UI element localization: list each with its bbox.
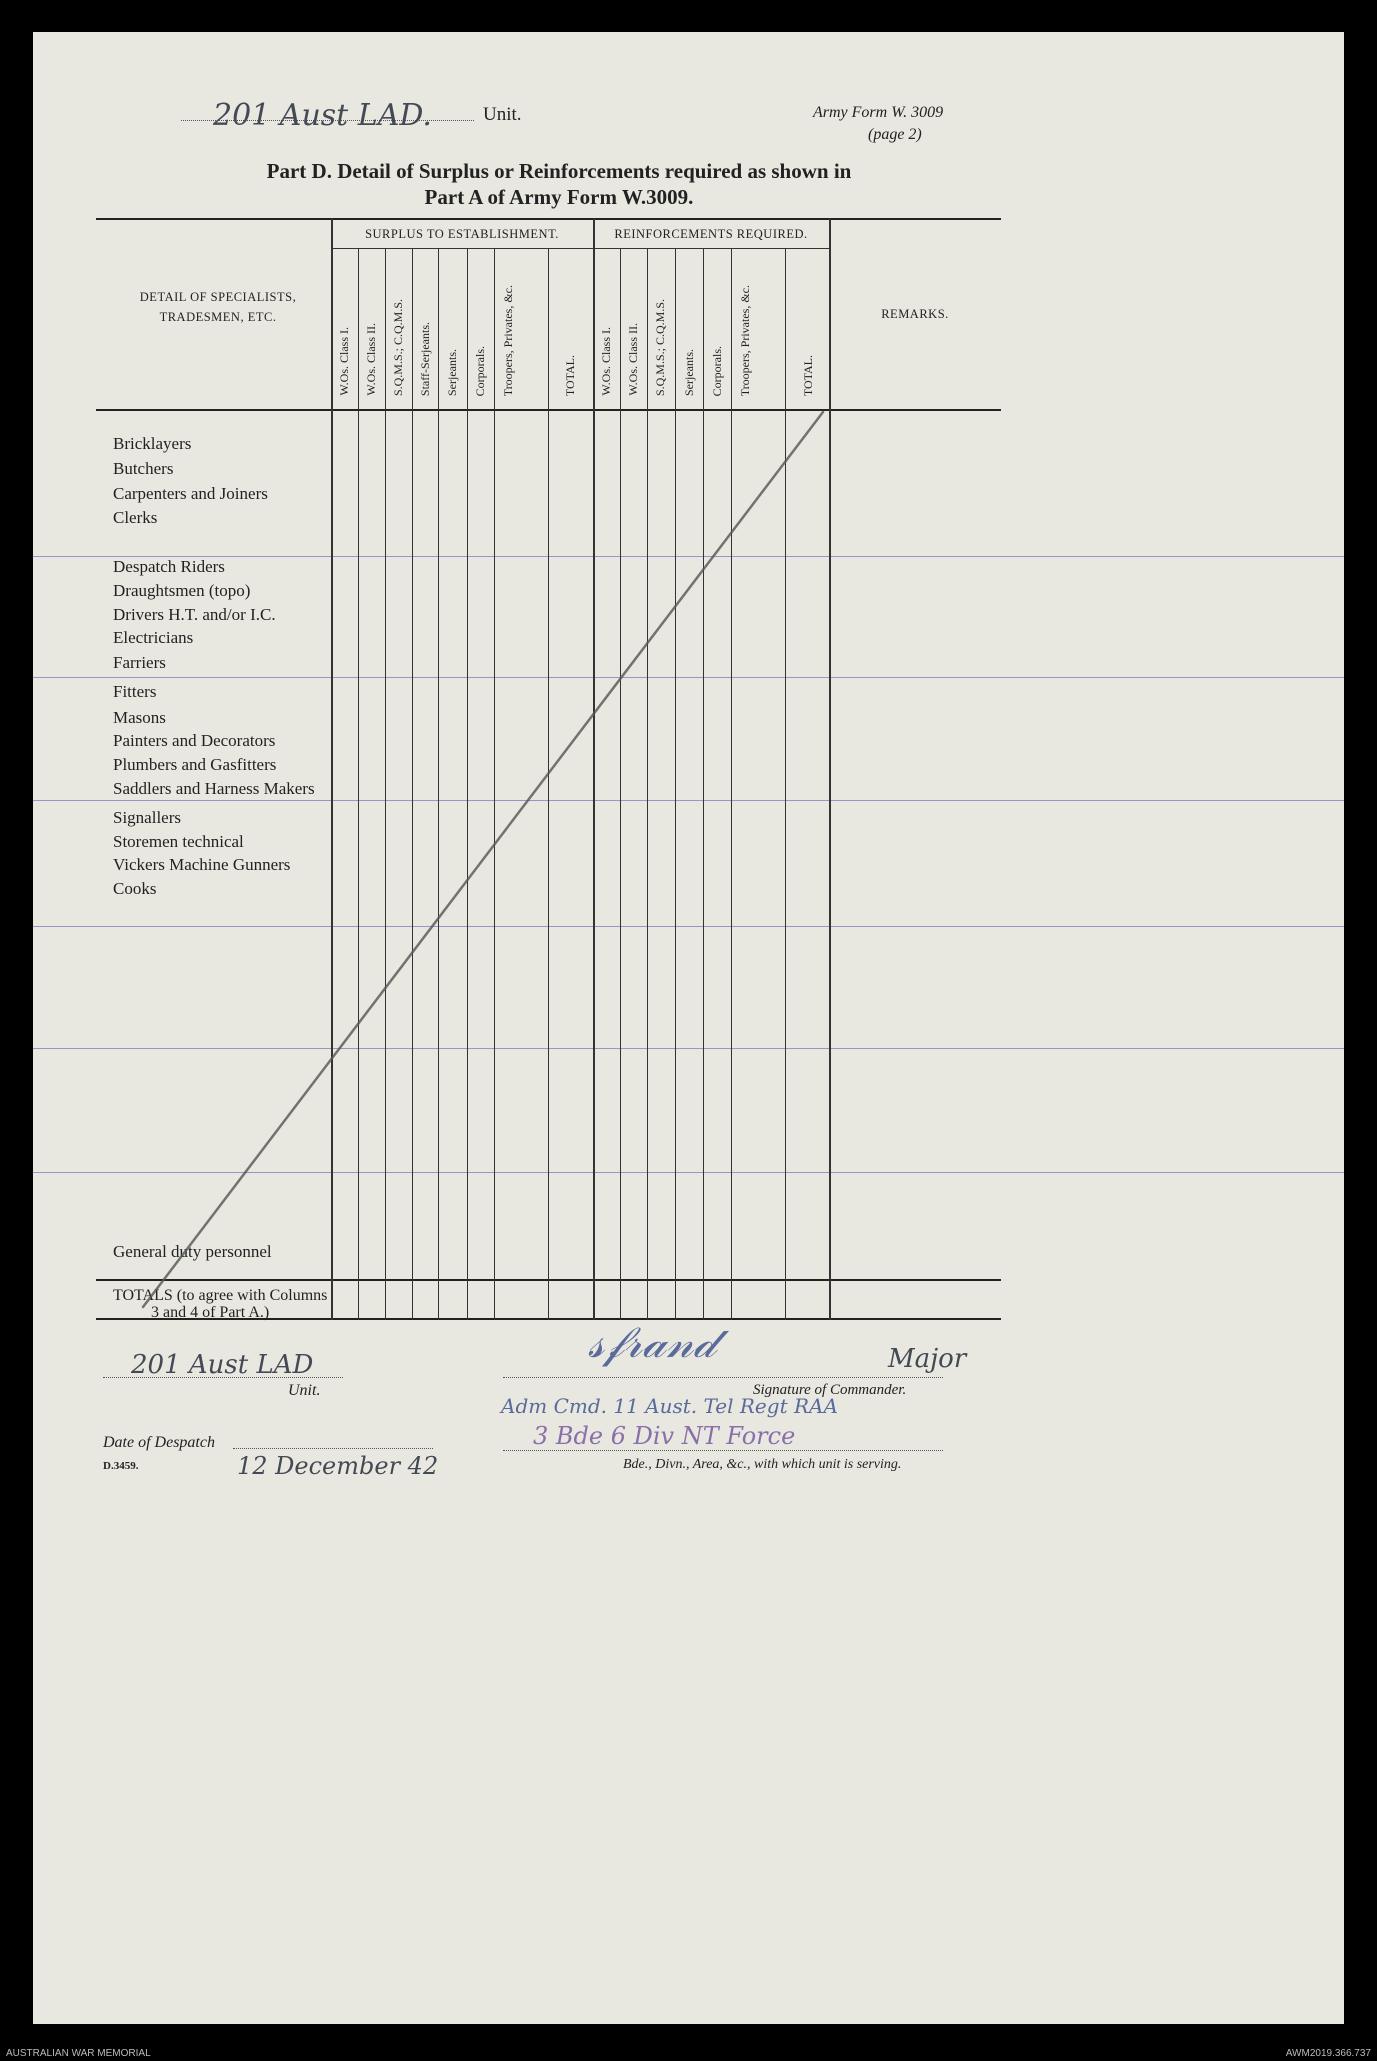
row-label-masons: Masons — [113, 708, 166, 727]
cancellation-stroke — [33, 32, 1344, 2024]
row-label-carpenters: Carpenters and Joiners — [113, 484, 268, 503]
bde-handwritten: 3 Bde 6 Div NT Force — [533, 1422, 796, 1450]
row-label-saddlers: Saddlers and Harness Makers — [113, 779, 315, 798]
archive-id: AWM2019.366.737 — [1285, 2048, 1371, 2059]
army-form-number: Army Form W. 3009 — [813, 104, 944, 121]
totals-label-line2: 3 and 4 of Part A.) — [151, 1304, 270, 1321]
signature-rank: Major — [888, 1344, 967, 1374]
form-title-line2: Part A of Army Form W.3009. — [424, 185, 694, 209]
col-reinf-wo1: W.Os. Class I. — [599, 327, 613, 396]
row-label-draughtsmen: Draughtsmen (topo) — [113, 581, 251, 600]
row-label-bricklayers: Bricklayers — [113, 434, 192, 453]
remarks-header: REMARKS. — [881, 307, 949, 321]
surplus-header: SURPLUS TO ESTABLISHMENT. — [365, 227, 559, 241]
row-label-painters: Painters and Decorators — [113, 731, 276, 750]
row-label-cooks: Cooks — [113, 879, 157, 898]
col-surplus-wo1: W.Os. Class I. — [337, 327, 351, 396]
col-reinf-total: TOTAL. — [801, 354, 815, 396]
col-surplus-serjeants: Serjeants. — [445, 349, 459, 396]
col-surplus-wo2: W.Os. Class II. — [364, 323, 378, 396]
totals-label-line1: TOTALS (to agree with Columns — [113, 1287, 328, 1304]
col-surplus-total: TOTAL. — [563, 354, 577, 396]
detail-header-line2: TRADESMEN, ETC. — [159, 310, 277, 324]
footer-unit-label: Unit. — [288, 1382, 321, 1399]
row-label-fitters: Fitters — [113, 682, 157, 701]
detail-header-line1: DETAIL OF SPECIALISTS, — [139, 290, 297, 304]
form-page — [33, 32, 1344, 2024]
page-number: (page 2) — [868, 126, 922, 143]
signature-line — [503, 1377, 943, 1378]
row-label-signallers: Signallers — [113, 808, 181, 827]
signature-label: Signature of Commander. — [753, 1382, 907, 1398]
col-surplus-staff-serjeants: Staff-Serjeants. — [418, 321, 432, 396]
row-label-butchers: Butchers — [113, 459, 174, 478]
archive-name: AUSTRALIAN WAR MEMORIAL — [6, 2048, 151, 2059]
col-reinf-troopers: Troopers, Privates, &c. — [738, 284, 752, 396]
date-of-despatch-label: Date of Despatch — [103, 1434, 215, 1451]
col-surplus-corporals: Corporals. — [473, 345, 487, 396]
reinforcements-header: REINFORCEMENTS REQUIRED. — [614, 227, 808, 241]
signature: 𝓈𝒻𝓇𝒶𝓃𝒹 — [588, 1317, 716, 1368]
form-code: D.3459. — [103, 1460, 139, 1472]
row-label-despatch-riders: Despatch Riders — [113, 557, 225, 576]
bde-line — [503, 1450, 943, 1451]
row-label-clerks: Clerks — [113, 508, 158, 527]
unit-handwritten: 201 Aust LAD. — [213, 98, 432, 133]
col-surplus-troopers: Troopers, Privates, &c. — [501, 284, 515, 396]
bde-label: Bde., Divn., Area, &c., with which unit is serving. — [623, 1457, 902, 1472]
row-label-general-duty: General duty personnel — [113, 1242, 272, 1261]
date-line — [233, 1448, 433, 1449]
col-surplus-sqms: S.Q.M.S.; C.Q.M.S. — [391, 298, 405, 396]
row-label-drivers: Drivers H.T. and/or I.C. — [113, 605, 276, 624]
row-label-vickers-gunners: Vickers Machine Gunners — [113, 855, 291, 874]
col-reinf-serjeants: Serjeants. — [682, 349, 696, 396]
unit-label: Unit. — [483, 104, 522, 125]
col-reinf-corporals: Corporals. — [710, 345, 724, 396]
command-handwritten: Adm Cmd. 11 Aust. Tel Regt RAA — [501, 1394, 838, 1418]
archive-footer — [0, 2024, 1377, 2061]
col-reinf-wo2: W.Os. Class II. — [626, 323, 640, 396]
row-label-plumbers: Plumbers and Gasfitters — [113, 755, 277, 774]
form-title-line1: Part D. Detail of Surplus or Reinforcements required as shown in — [266, 159, 852, 183]
date-handwritten: 12 December 42 — [237, 1452, 439, 1480]
col-reinf-sqms: S.Q.M.S.; C.Q.M.S. — [653, 298, 667, 396]
row-label-farriers: Farriers — [113, 653, 166, 672]
row-label-storemen: Storemen technical — [113, 832, 244, 851]
footer-unit-handwritten: 201 Aust LAD — [131, 1350, 314, 1380]
row-label-electricians: Electricians — [113, 628, 194, 647]
